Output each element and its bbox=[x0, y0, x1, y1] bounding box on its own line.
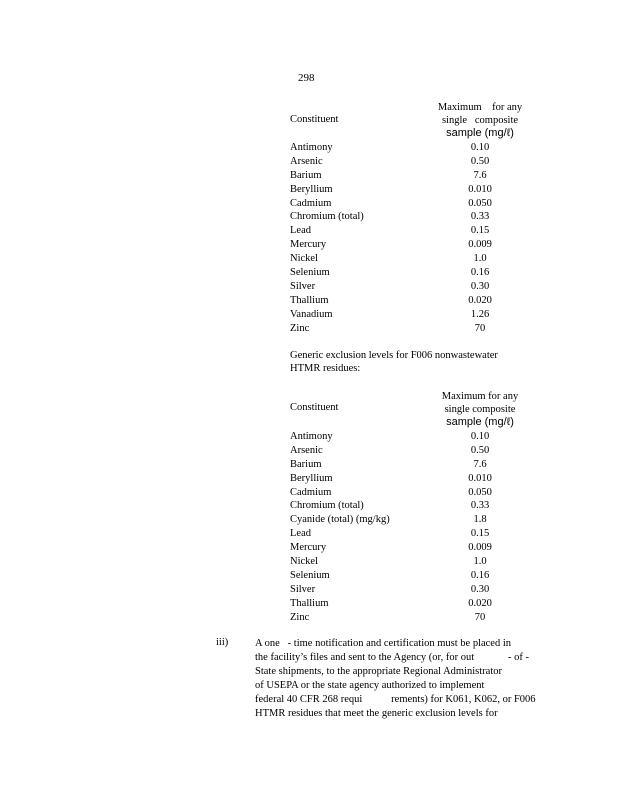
constituent-value: 0.10 bbox=[470, 142, 490, 153]
constituent-name: Antimony bbox=[290, 142, 333, 153]
constituent-value: 0.15 bbox=[470, 528, 490, 540]
constituent-value: 0.15 bbox=[470, 225, 490, 237]
constituent-name: Thallium bbox=[290, 597, 329, 609]
constituent-name: Beryllium bbox=[290, 183, 333, 195]
table2-header-maximum bbox=[435, 390, 525, 429]
item-iii-line: A one - time notification and certification must be placed in bbox=[255, 638, 512, 649]
table2-header-max-line3: sample (mg/ℓ) bbox=[446, 416, 514, 428]
table-row bbox=[290, 267, 530, 281]
constituent-name: Silver bbox=[290, 583, 316, 595]
item-iii-line: State shipments, to the appropriate Regional Administrator bbox=[255, 666, 502, 677]
constituent-name: Cyanide (total) (mg/kg) bbox=[290, 514, 390, 526]
constituent-name: Nickel bbox=[290, 556, 318, 568]
constituent-value: 0.50 bbox=[470, 155, 490, 167]
table-row bbox=[290, 584, 530, 598]
table-row bbox=[290, 309, 530, 323]
constituent-name: Selenium bbox=[290, 569, 330, 581]
constituent-value: 0.050 bbox=[468, 197, 492, 209]
table-row bbox=[290, 487, 530, 501]
table-row bbox=[290, 225, 530, 239]
constituent-name: Chromium (total) bbox=[290, 211, 364, 223]
table-row bbox=[290, 198, 530, 212]
constituent-value: 70 bbox=[474, 611, 486, 623]
constituent-value: 0.33 bbox=[470, 211, 490, 223]
constituent-value: 0.009 bbox=[468, 542, 492, 554]
constituent-value: 1.0 bbox=[473, 253, 487, 265]
constituent-name: Chromium (total) bbox=[290, 500, 364, 512]
table-row bbox=[290, 239, 530, 253]
table-row bbox=[290, 142, 530, 156]
constituent-name: Arsenic bbox=[290, 155, 323, 167]
table-row bbox=[290, 570, 530, 584]
table2-header-max-line2: single composite bbox=[444, 404, 516, 415]
constituent-name: Zinc bbox=[290, 611, 310, 623]
constituent-value: 1.26 bbox=[470, 308, 490, 320]
constituent-name: Zinc bbox=[290, 322, 310, 334]
constituent-value: 0.16 bbox=[470, 569, 490, 581]
table-row bbox=[290, 612, 530, 626]
constituent-name: Arsenic bbox=[290, 444, 323, 456]
constituent-name: Mercury bbox=[290, 239, 327, 251]
table-row bbox=[290, 156, 530, 170]
constituent-name: Cadmium bbox=[290, 486, 332, 498]
constituent-value: 0.020 bbox=[468, 294, 492, 306]
constituent-name: Selenium bbox=[290, 267, 330, 279]
constituent-name: Lead bbox=[290, 528, 311, 540]
page-number: 298 bbox=[298, 72, 315, 84]
table-row bbox=[290, 281, 530, 295]
constituent-name: Lead bbox=[290, 225, 311, 237]
f006-intro-line1: Generic exclusion levels for F006 nonwastewater bbox=[290, 350, 498, 361]
constituent-value: 0.010 bbox=[468, 472, 492, 484]
constituent-name: Beryllium bbox=[290, 472, 333, 484]
constituent-value: 7.6 bbox=[473, 169, 487, 181]
table1-header-max-line3: sample (mg/ℓ) bbox=[446, 127, 514, 139]
constituent-value: 0.16 bbox=[470, 267, 490, 279]
constituent-value: 0.010 bbox=[468, 183, 492, 195]
constituent-value: 0.050 bbox=[468, 486, 492, 498]
table-row bbox=[290, 528, 530, 542]
item-iii-side-fragment: - of - bbox=[508, 652, 529, 663]
table1-rows bbox=[290, 142, 530, 336]
constituent-value: 0.020 bbox=[468, 597, 492, 609]
constituent-name: Nickel bbox=[290, 253, 318, 265]
constituent-name: Barium bbox=[290, 458, 322, 470]
item-iii-paragraph bbox=[255, 637, 545, 721]
constituent-value: 1.0 bbox=[473, 556, 487, 568]
constituent-name: Cadmium bbox=[290, 197, 332, 209]
constituent-value: 0.33 bbox=[470, 500, 490, 512]
item-iii-line: federal 40 CFR 268 requi rements) for K061, K062, or F006 bbox=[255, 694, 536, 705]
item-iii-label: iii) bbox=[216, 637, 229, 648]
table-row bbox=[290, 323, 530, 337]
f006-intro-paragraph bbox=[290, 349, 498, 375]
constituent-value: 7.6 bbox=[473, 458, 487, 470]
constituent-value: 0.30 bbox=[470, 583, 490, 595]
constituent-name: Thallium bbox=[290, 294, 329, 306]
constituent-name: Mercury bbox=[290, 542, 327, 554]
table2-header-constituent: Constituent bbox=[290, 402, 339, 413]
table-row bbox=[290, 598, 530, 612]
table-row bbox=[290, 431, 530, 445]
constituent-value: 0.50 bbox=[470, 444, 490, 456]
table1-header-maximum bbox=[435, 101, 525, 140]
item-iii-line: the facility’s files and sent to the Agency (or, for out bbox=[255, 652, 475, 663]
table1-header-constituent: Constituent bbox=[290, 114, 339, 125]
constituent-value: 0.009 bbox=[468, 239, 492, 251]
table1-header-max-line2: single composite bbox=[441, 115, 519, 126]
table-row bbox=[290, 211, 530, 225]
table-row bbox=[290, 514, 530, 528]
table2-rows bbox=[290, 431, 530, 625]
table1-header-max-line1: Maximum for any bbox=[437, 102, 523, 113]
constituent-value: 0.30 bbox=[470, 280, 490, 292]
constituent-name: Barium bbox=[290, 169, 322, 181]
constituent-value: 1.8 bbox=[473, 514, 487, 526]
table-row bbox=[290, 556, 530, 570]
table-row bbox=[290, 542, 530, 556]
table-row bbox=[290, 459, 530, 473]
constituent-name: Silver bbox=[290, 280, 316, 292]
table-row bbox=[290, 473, 530, 487]
constituent-value: 70 bbox=[474, 322, 486, 334]
table-row bbox=[290, 500, 530, 514]
constituent-value: 0.10 bbox=[470, 431, 490, 442]
item-iii-line: HTMR residues that meet the generic exclusion levels for bbox=[255, 708, 498, 719]
table-row bbox=[290, 184, 530, 198]
constituent-name: Vanadium bbox=[290, 308, 333, 320]
table-row bbox=[290, 445, 530, 459]
table-row bbox=[290, 170, 530, 184]
table-row bbox=[290, 295, 530, 309]
f006-intro-line2: HTMR residues: bbox=[290, 363, 361, 374]
table2-header-max-line1: Maximum for any bbox=[441, 391, 519, 402]
table-row bbox=[290, 253, 530, 267]
item-iii-line: of USEPA or the state agency authorized to implement bbox=[255, 680, 485, 691]
constituent-name: Antimony bbox=[290, 431, 333, 442]
